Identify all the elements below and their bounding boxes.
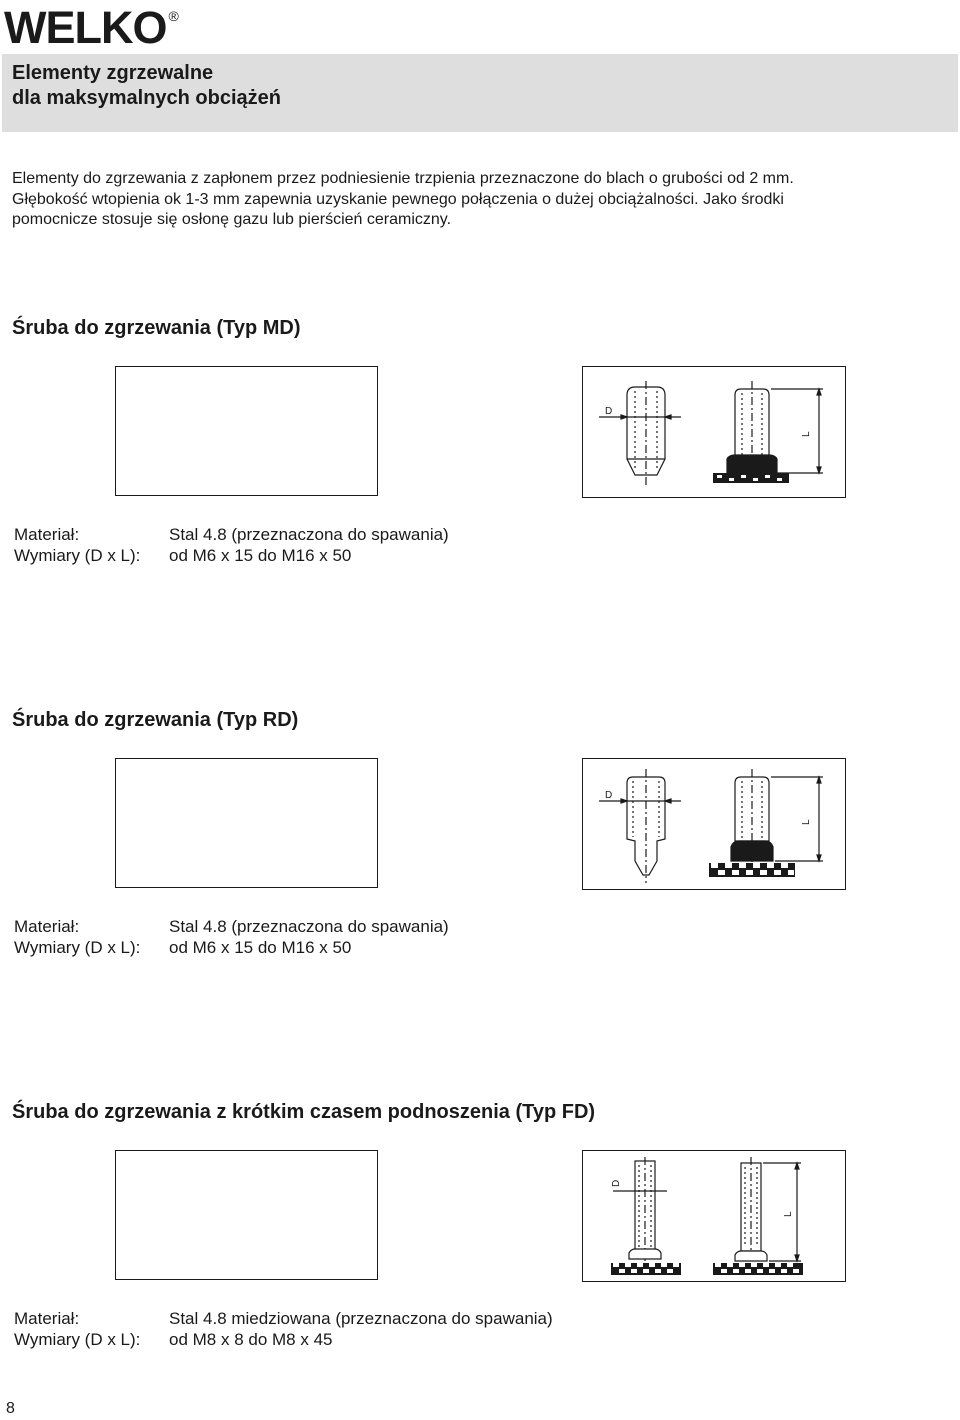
intro-line: Głębokość wtopienia ok 1-3 mm zapewnia uzyskanie pewnego połączenia o dużej obciążalności. Jako środki xyxy=(12,190,784,208)
dim-label-l: L xyxy=(801,819,812,825)
spec-value: od M6 x 15 do M16 x 50 xyxy=(169,938,352,957)
brand-logo xyxy=(4,0,178,52)
spec-value: Stal 4.8 miedziowana (przeznaczona do spawania) xyxy=(169,1309,553,1328)
dim-label-l: L xyxy=(783,1211,794,1217)
spec-key: Wymiary (D x L): xyxy=(14,1330,141,1349)
section-title-md: Śruba do zgrzewania (Typ MD) xyxy=(12,317,301,339)
drawing-svg-fd xyxy=(583,1151,847,1283)
technical-drawing-md xyxy=(582,366,846,498)
header-title-line1: Elementy zgrzewalne xyxy=(12,62,214,84)
spec-key: Wymiary (D x L): xyxy=(14,546,141,565)
spec-value: Stal 4.8 (przeznaczona do spawania) xyxy=(169,525,449,544)
header-title-line2: dla maksymalnych obciążeń xyxy=(12,87,282,109)
header-band xyxy=(2,54,958,132)
dim-label-l: L xyxy=(801,431,812,437)
drawing-svg-rd xyxy=(583,759,847,891)
section-title-rd: Śruba do zgrzewania (Typ RD) xyxy=(12,709,299,731)
brand-name: WELKO xyxy=(4,2,167,53)
spec-key: Materiał: xyxy=(14,917,80,936)
dim-label-d: D xyxy=(605,406,613,417)
dim-label-d: D xyxy=(611,1179,622,1187)
spec-value: Stal 4.8 (przeznaczona do spawania) xyxy=(169,917,449,936)
spec-value: od M8 x 8 do M8 x 45 xyxy=(169,1330,333,1349)
dim-label-d: D xyxy=(605,790,613,801)
product-photo-md xyxy=(115,366,378,496)
intro-paragraph xyxy=(12,169,942,231)
intro-line: pomocnicze stosuje się osłonę gazu lub pierścień ceramiczny. xyxy=(12,211,452,228)
technical-drawing-fd xyxy=(582,1150,846,1282)
spec-key: Materiał: xyxy=(14,525,80,544)
section-title-fd: Śruba do zgrzewania z krótkim czasem podnoszenia (Typ FD) xyxy=(12,1101,596,1123)
product-photo-fd xyxy=(115,1150,378,1280)
technical-drawing-rd xyxy=(582,758,846,890)
page-number: 8 xyxy=(6,1400,15,1417)
spec-value: od M6 x 15 do M16 x 50 xyxy=(169,546,352,565)
drawing-svg-md xyxy=(583,367,847,499)
spec-key: Materiał: xyxy=(14,1309,80,1328)
registered-mark: ® xyxy=(168,8,178,24)
product-photo-rd xyxy=(115,758,378,888)
spec-key: Wymiary (D x L): xyxy=(14,938,141,957)
intro-line: Elementy do zgrzewania z zapłonem przez podniesienie trzpienia przeznaczone do blach o grubości od 2 mm. xyxy=(12,170,794,187)
